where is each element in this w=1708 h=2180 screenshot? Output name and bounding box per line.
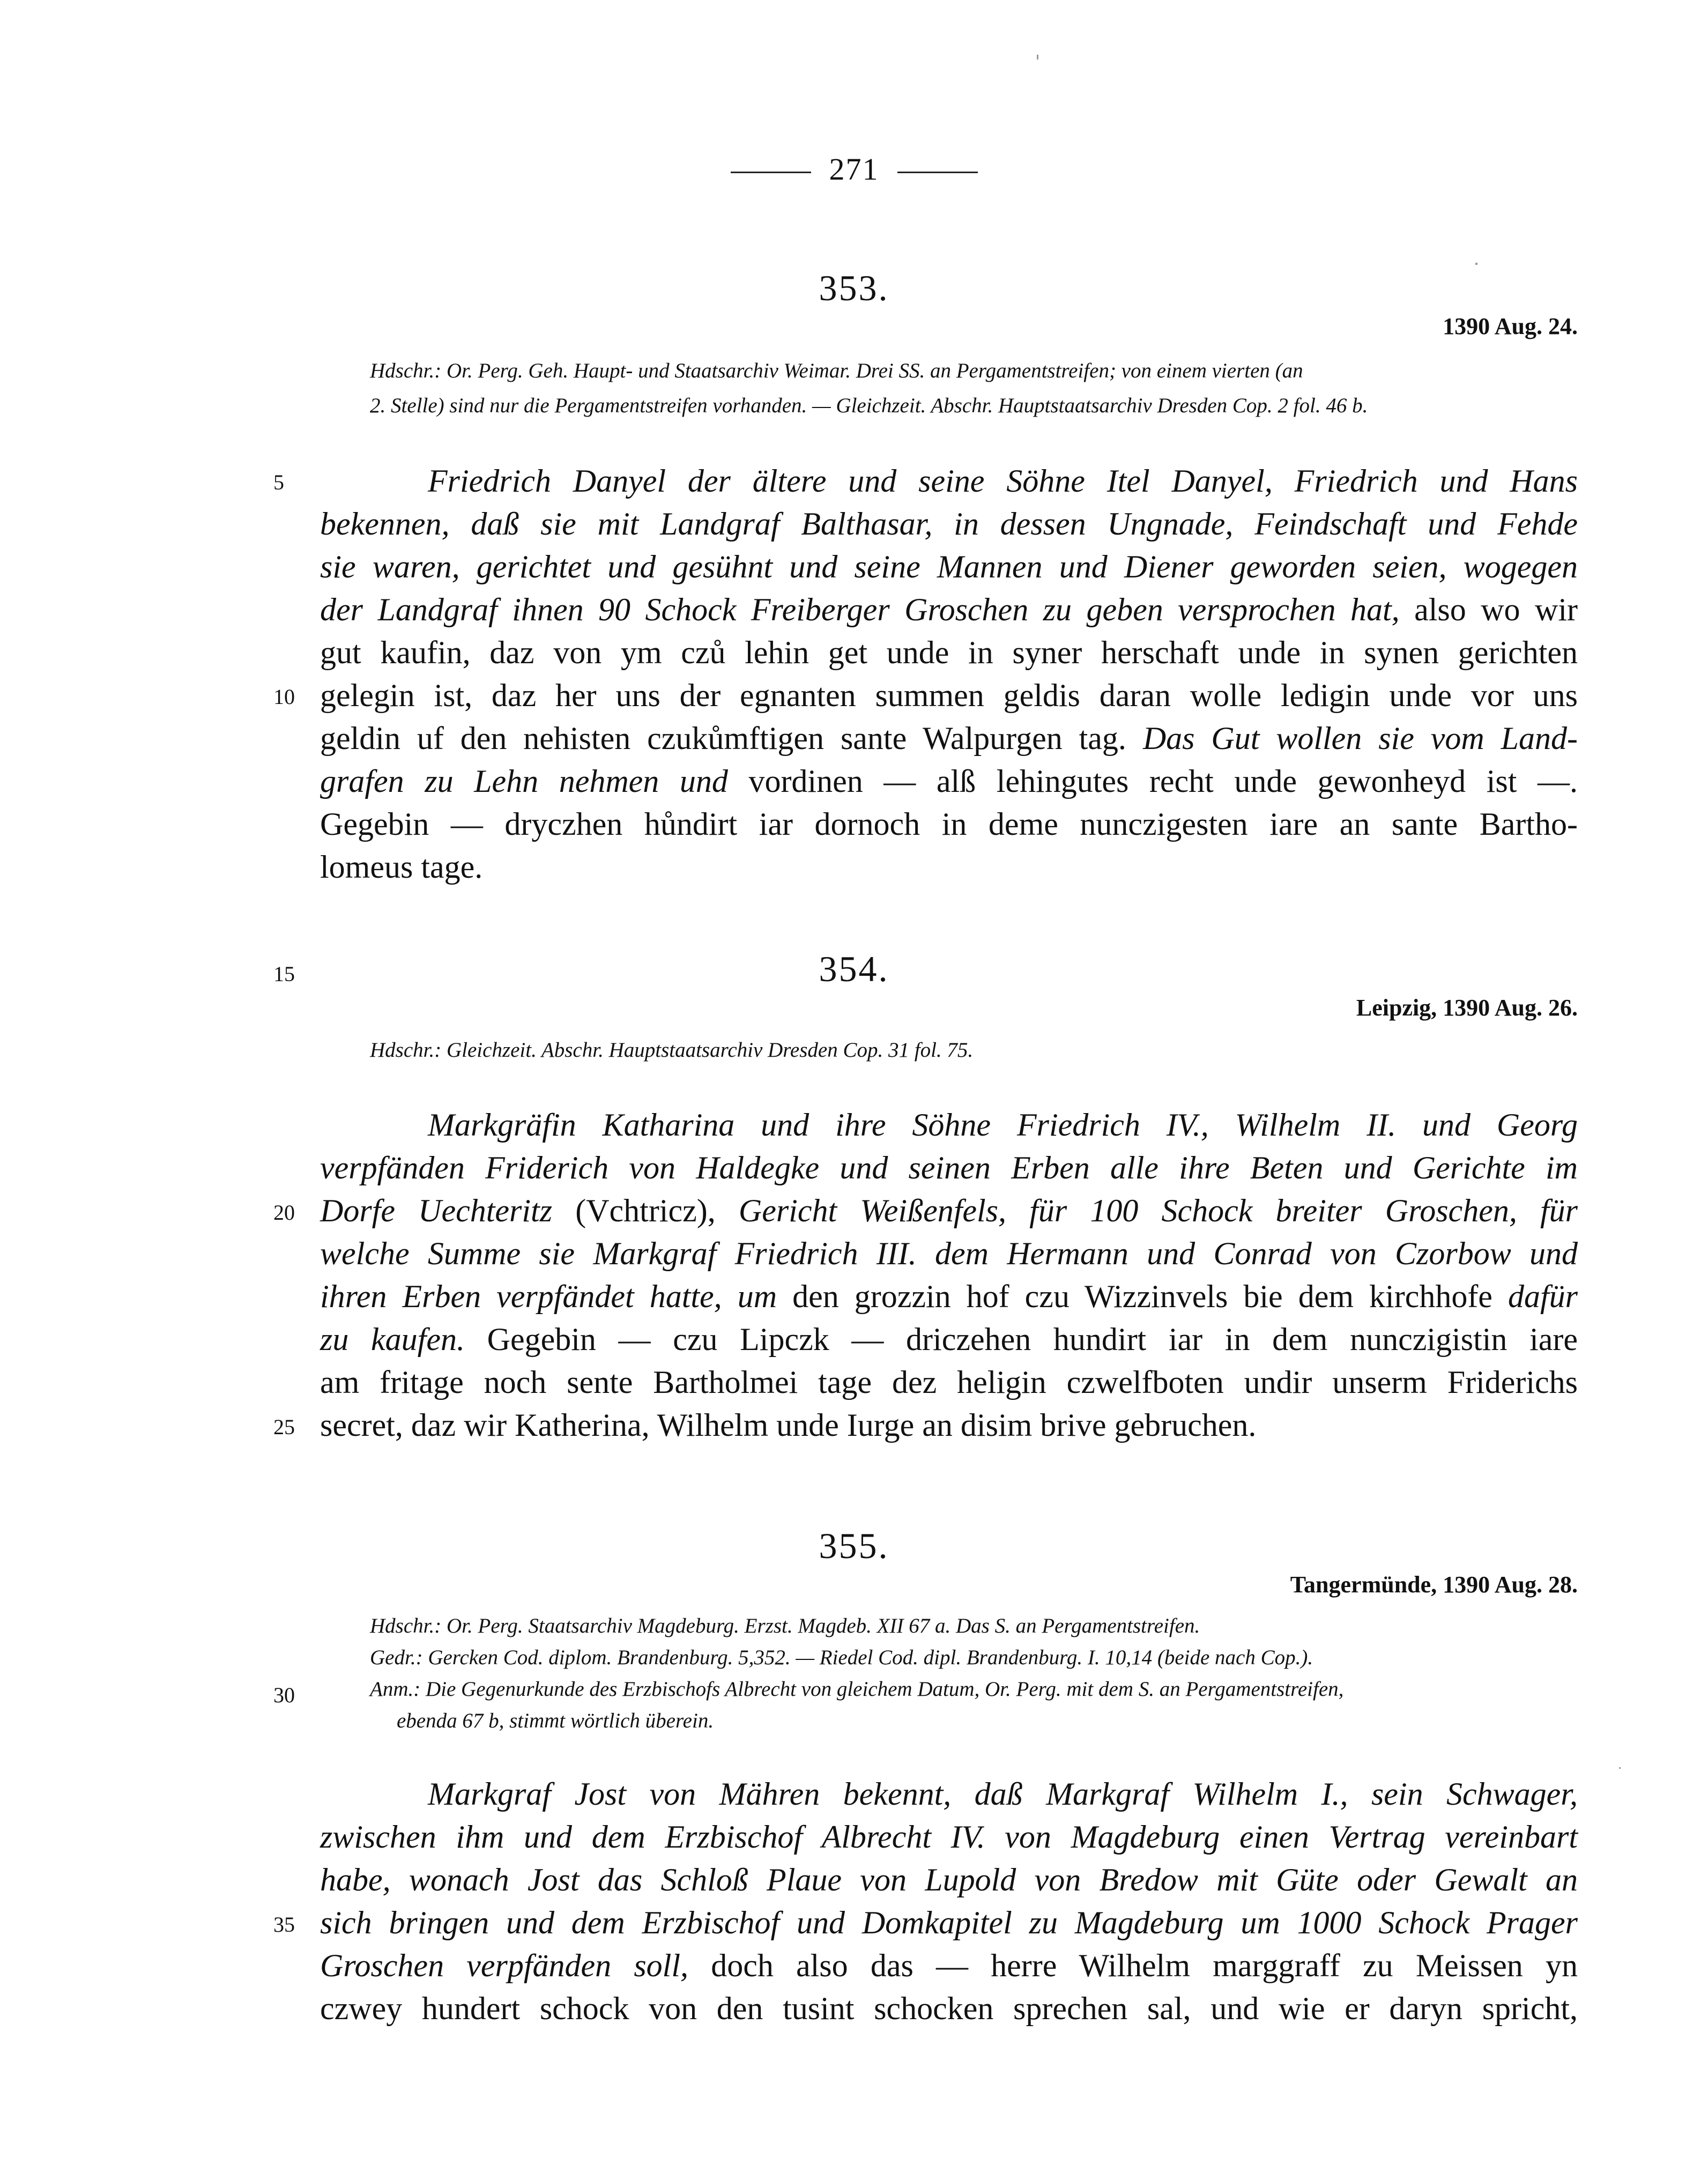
scan-speck — [1619, 1767, 1621, 1769]
line-number: 15 — [273, 962, 295, 986]
text-span: vordinen — alß lehingutes recht unde gewonheyd ist —. — [727, 763, 1578, 799]
text-span-italic: grafen zu Lehn nehmen und — [320, 763, 728, 799]
text-line: secret, daz wir Katherina, Wilhelm unde Iurge an disim brive gebruchen. — [320, 1407, 1257, 1443]
text-line: gut kaufin, daz von ym czů lehin get unde in syner herschaft unde in synen gerichten — [320, 635, 1578, 670]
text-line: Friedrich Danyel der ältere und seine Söhne Itel Danyel, Friedrich und Hans — [428, 463, 1578, 499]
text-span-italic: Groschen verpfänden soll, — [320, 1948, 689, 1983]
text-line: welche Summe sie Markgraf Friedrich III. dem Hermann und Conrad von Czorbow und — [320, 1236, 1578, 1271]
text-span: also wo wir — [1399, 592, 1578, 627]
page-number-header — [0, 151, 1708, 187]
scan-speck — [1037, 55, 1038, 60]
line-number: 5 — [273, 470, 284, 494]
line-number: 30 — [273, 1683, 295, 1707]
remark-note: Anm.: Die Gegenurkunde des Erzbischofs Albrecht von gleichem Datum, Or. Perg. mit dem S. an Pergamentstreifen, — [370, 1678, 1344, 1701]
text-line: lomeus tage. — [320, 849, 483, 885]
text-line — [320, 588, 1578, 631]
page-number: 271 — [829, 152, 879, 187]
text-line: gelegin ist, daz her uns der egnanten summen geldis daran wolle ledigin unde vor uns — [320, 678, 1578, 713]
text-line — [320, 1944, 1578, 1987]
remark-note: ebenda 67 b, stimmt wörtlich überein. — [397, 1709, 714, 1732]
text-span-italic: dafür — [1508, 1279, 1578, 1314]
document-number: 354. — [819, 948, 889, 989]
text-line: bekennen, daß sie mit Landgraf Balthasar, in dessen Ungnade, Feindschaft und Fehde — [320, 506, 1578, 542]
text-span: (Vchtricz), — [552, 1193, 739, 1228]
text-line — [320, 1275, 1578, 1318]
text-line: verpfänden Friderich von Haldegke und seinen Erben alle ihre Beten und Gerichte im — [320, 1150, 1578, 1185]
text-line: habe, wonach Jost das Schloß Plaue von Lupold von Bredow mit Güte oder Gewalt an — [320, 1862, 1578, 1897]
document-date: Tangermünde, 1390 Aug. 28. — [1290, 1571, 1578, 1598]
document-date: 1390 Aug. 24. — [1443, 313, 1578, 339]
document-number: 353. — [819, 268, 889, 308]
line-number: 10 — [273, 685, 295, 709]
text-line — [320, 1189, 1578, 1232]
text-span: geldin uf den nehisten czukůmftigen sante Walpurgen tag. — [320, 721, 1126, 756]
text-span-italic: ihren Erben verpfändet hatte, um — [320, 1279, 777, 1314]
text-line: zwischen ihm und dem Erzbischof Albrecht IV. von Magdeburg einen Vertrag vereinbart — [320, 1819, 1578, 1855]
manuscript-note: Hdschr.: Or. Perg. Staatsarchiv Magdeburg. Erzst. Magdeb. XII 67 a. Das S. an Pergamentstreifen. — [370, 1614, 1200, 1637]
text-line — [320, 717, 1578, 760]
text-span: den grozzin hof czu Wizzinvels bie dem kirchhofe — [777, 1279, 1508, 1314]
document-date: Leipzig, 1390 Aug. 26. — [1356, 995, 1578, 1021]
scan-speck — [1475, 263, 1477, 265]
text-line: sich bringen und dem Erzbischof und Domkapitel zu Magdeburg um 1000 Schock Prager — [320, 1905, 1578, 1940]
line-number: 35 — [273, 1912, 295, 1937]
header-rule-left — [731, 172, 811, 173]
text-span-italic: der Landgraf ihnen 90 Schock Freiberger Groschen zu geben versprochen hat, — [320, 592, 1400, 627]
text-line: czwey hundert schock von den tusint schocken sprechen sal, und wie er daryn spricht, — [320, 1991, 1578, 2026]
text-span: Gegebin — czu Lipczk — driczehen hundirt iar in dem nunczigistin iare — [464, 1322, 1578, 1357]
text-span-italic: Dorfe Uechteritz — [320, 1193, 553, 1228]
publication-note: Gedr.: Gercken Cod. diplom. Brandenburg. 5,352. — Riedel Cod. dipl. Brandenburg. I. 10,14 (beide nach Cop.). — [370, 1646, 1313, 1669]
text-span: doch also das — herre Wilhelm marggraff zu Meissen yn — [688, 1948, 1578, 1983]
line-number: 25 — [273, 1415, 295, 1439]
text-span-italic: Das Gut wollen sie vom Land- — [1126, 721, 1578, 756]
text-line: sie waren, gerichtet und gesühnt und seine Mannen und Diener geworden seien, wogegen — [320, 549, 1578, 584]
text-line — [320, 1318, 1578, 1361]
text-line: am fritage noch sente Bartholmei tage dez heligin czwelfboten undir unserm Friderichs — [320, 1365, 1578, 1400]
text-span-italic: zu kaufen. — [320, 1322, 465, 1357]
text-line: Markgraf Jost von Mähren bekennt, daß Markgraf Wilhelm I., sein Schwager, — [428, 1776, 1578, 1812]
manuscript-note: Hdschr.: Or. Perg. Geh. Haupt- und Staatsarchiv Weimar. Drei SS. an Pergamentstreifen; von einem vierten (an — [370, 359, 1303, 382]
document-number: 355. — [819, 1525, 889, 1566]
text-span-italic: Gericht Weißenfels, für 100 Schock breiter Groschen, für — [738, 1193, 1578, 1228]
header-rule-right — [897, 172, 978, 173]
text-line: Gegebin — dryczhen hůndirt iar dornoch in deme nunczigesten iare an sante Bartho- — [320, 806, 1578, 842]
line-number: 20 — [273, 1200, 295, 1225]
manuscript-note: Hdschr.: Gleichzeit. Abschr. Hauptstaatsarchiv Dresden Cop. 31 fol. 75. — [370, 1039, 974, 1062]
text-line — [320, 760, 1578, 803]
text-line: Markgräfin Katharina und ihre Söhne Friedrich IV., Wilhelm II. und Georg — [428, 1107, 1578, 1143]
manuscript-note: 2. Stelle) sind nur die Pergamentstreifen vorhanden. — Gleichzeit. Abschr. Hauptstaatsarchiv Dresden Cop. 2 fol. 46 b. — [370, 394, 1368, 417]
